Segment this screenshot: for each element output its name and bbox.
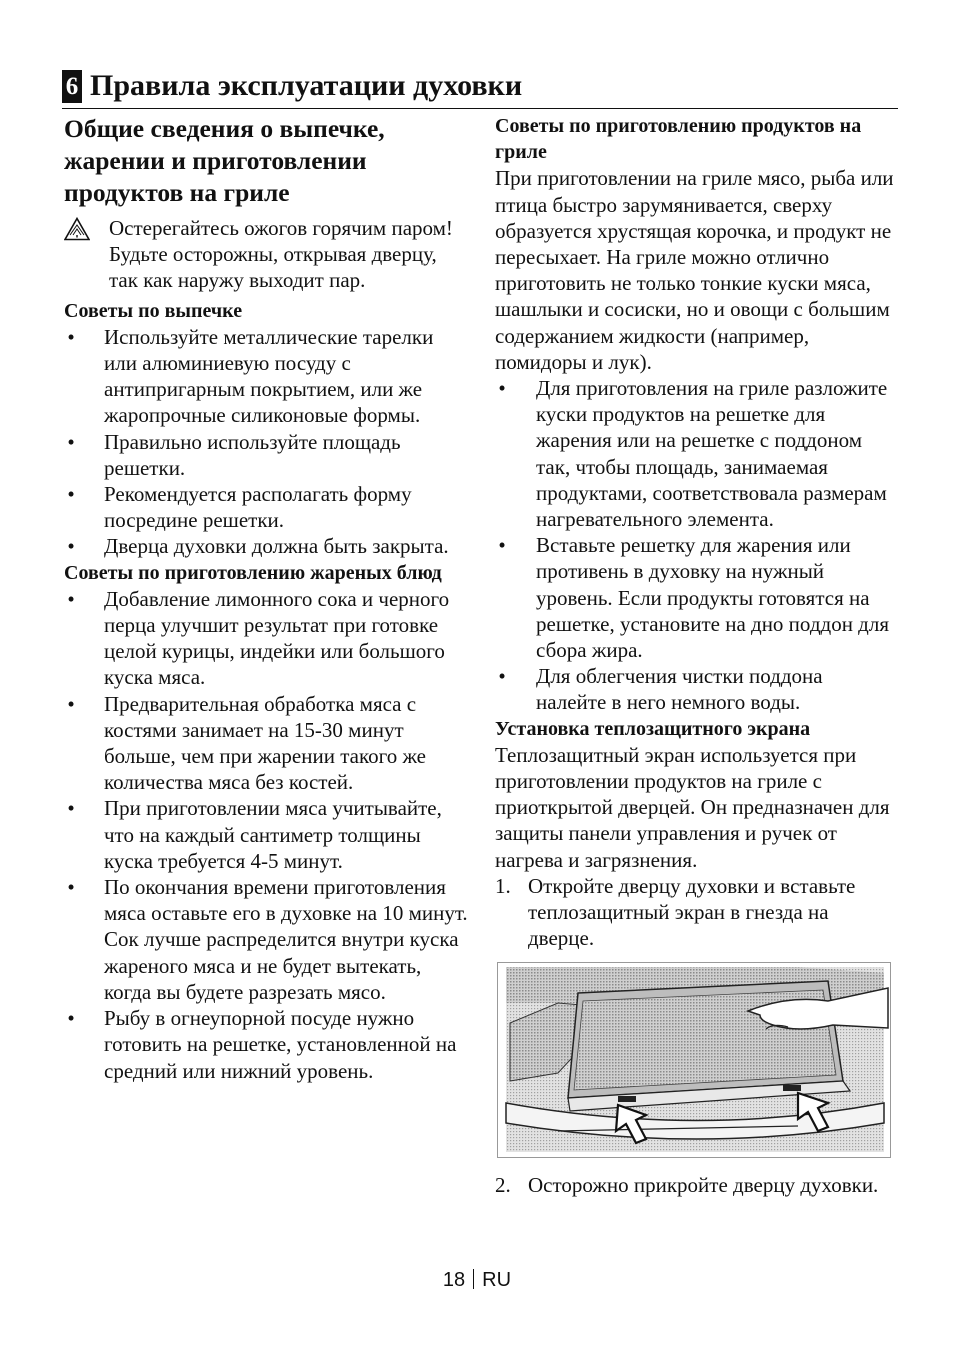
bullet-icon: • [498,533,506,558]
bullet-icon: • [67,875,75,900]
list-item: • Предварительная обработка мяса с костями занимает на 15-30 минут больше, чем при жарении такого же количества мяса без костей. [64,691,468,796]
list-item: • Используйте металлические тарелки или алюминиевую посуду с антипригарным покрытием, или же жаропрочные силиконовые формы. [64,324,468,429]
bullet-icon: • [67,534,75,559]
footer-divider [473,1269,474,1289]
chapter-number: 6 [62,70,82,103]
grill-intro: При приготовлении на гриле мясо, рыба или птица быстро зарумянивается, сверху образуется хрустящая корочка, и продукт не пересыхает. На гриле можно отлично приготовить не только тонкие куски мяса, шашлыки и сосиски, но и овощи с большим содержанием жидкости (например, помидоры и лук). [495,166,894,374]
step-item [495,1172,895,1198]
list-item: • Вставьте решетку для жарения или противень в духовку на нужный уровень. Если продукты готовятся на решетке, установите на дно поддон для сбора жира. [495,532,895,663]
bullet-icon: • [67,429,75,454]
list-item: • Для облегчения чистки поддона налейте в него немного воды. [495,663,895,715]
list-item: • Рекомендуется располагать форму посредине решетки. [64,481,468,533]
warning-text: Остерегайтесь ожогов горячим паром! [109,216,453,240]
list-item: • При приготовлении мяса учитывайте, что на каждый сантиметр толщины куска требуется 4-5 минут. [64,795,468,874]
bullet-icon: • [67,1006,75,1031]
section-title: Общие сведения о выпечке, жарении и приготовлении продуктов на гриле [64,114,385,207]
bullet-icon: • [67,796,75,821]
bullet-icon: • [498,376,506,401]
warning-block [64,215,468,294]
warning-text: Будьте осторожны, открывая дверцу, так как наружу выходит пар. [109,242,437,293]
baking-heading: Советы по выпечке [64,299,243,322]
page-footer [0,1266,954,1294]
grill-heading: Советы по приготовлению продуктов на гриле [495,115,862,164]
bullet-icon: • [67,324,75,349]
baking-tips-list [64,324,468,560]
page-number: 18 [442,1269,466,1291]
step-item [495,873,895,952]
bullet-icon: • [67,691,75,716]
shield-intro: Теплозащитный экран используется при приготовлении продуктов на гриле с приоткрытой дверцей. Он предназначен для защиты панели управления и ручек от нагрева и загрязнения. [495,742,890,872]
bullet-icon: • [67,482,75,507]
step-number: 1. [495,873,511,898]
chapter-title: Правила эксплуатации духовки [90,69,523,102]
list-item: • Для приготовления на гриле разложите куски продуктов на решетке для жарения или на решетке с поддоном так, чтобы площадь, занимаемая продуктами, соответствовала размерам нагревательного элемента. [495,375,895,532]
left-column [64,113,468,1084]
chapter-header [62,64,898,109]
warning-triangle-icon [64,217,90,241]
language-code: RU [482,1269,512,1291]
right-column [495,113,895,1198]
roasting-tips-list [64,586,468,1084]
grill-tips-list [495,375,895,716]
steps-list [495,873,895,952]
list-item: • Добавление лимонного сока и черного перца улучшит результат при готовке целой курицы, индейки или большого куска мяса. [64,586,468,691]
heat-shield-illustration [497,962,891,1158]
steps-list-continued [495,1172,895,1198]
list-item: • По окончания времени приготовления мяса оставьте его в духовке на 10 минут. Сок лучше распределится внутри куска жареного мяса и не будет вытекать, когда вы будете разрезать мясо. [64,874,468,1005]
list-item: • Дверца духовки должна быть закрыта. [64,533,468,559]
step-text: Осторожно прикройте дверцу духовки. [528,1172,879,1197]
step-text: Откройте дверцу духовки и вставьте теплозащитный экран в гнезда на дверце. [528,873,856,951]
list-item: • Правильно используйте площадь решетки. [64,429,468,481]
step-number: 2. [495,1172,511,1197]
roasting-heading: Советы по приготовлению жареных блюд [64,561,442,584]
shield-heading: Установка теплозащитного экрана [495,717,811,740]
list-item: • Рыбу в огнеупорной посуде нужно готовить на решетке, установленной на средний или нижний уровень. [64,1005,468,1084]
bullet-icon: • [67,586,75,611]
bullet-icon: • [498,664,506,689]
